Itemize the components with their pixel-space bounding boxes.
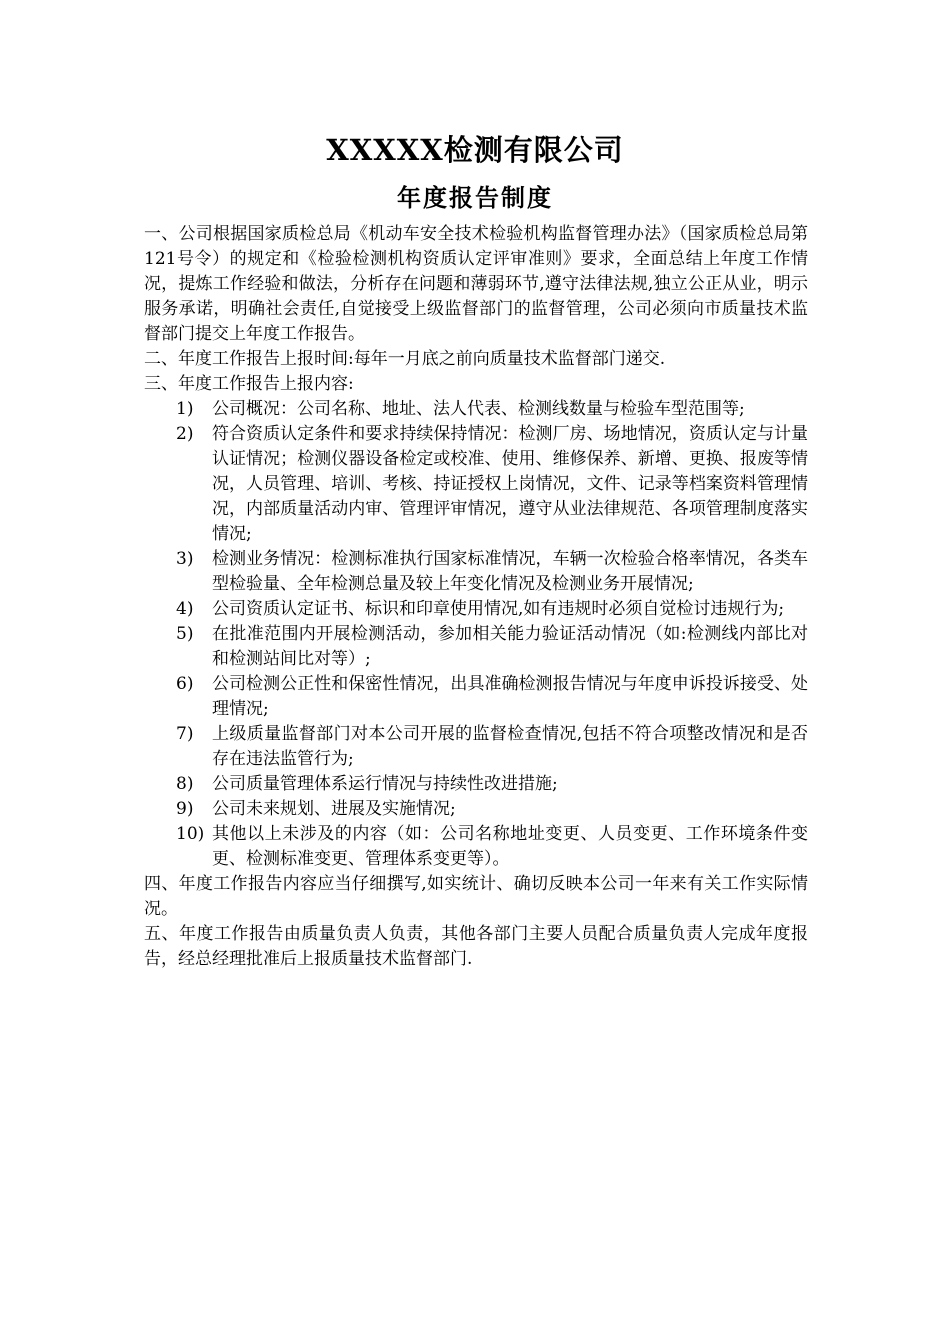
list-item-text: 公司未来规划、进展及实施情况; [212,799,456,819]
list-item [144,597,808,622]
list-item-text: 符合资质认定条件和要求持续保持情况：检测厂房、场地情况，资质认定与计量认证情况；检测仪器设备检定或校准、使用、维修保养、新增、更换、报废等情况，人员管理、培训、考核、持证授权上岗情况，文件、记录等档案资料管理情况，内部质量活动内审、管理评审情况，遵守从业法律规范、各项管理制度落实情况; [212,424,808,544]
list-item [144,547,808,597]
list-item-text: 公司检测公正性和保密性情况，出具准确检测报告情况与年度申诉投诉接受、处理情况; [212,674,808,719]
company-title: XXXXX检测有限公司 [326,133,624,167]
list-item [144,672,808,722]
list-item [144,772,808,797]
list-item-number: 4) [176,599,194,619]
list-item [144,822,808,872]
list-item [144,797,808,822]
section-4-paragraph: 四、年度工作报告内容应当仔细撰写,如实统计、确切反映本公司一年来有关工作实际情况。 [144,874,808,919]
document-subtitle: 年度报告制度 [397,183,553,212]
list-item-text: 在批准范围内开展检测活动，参加相关能力验证活动情况（如:检测线内部比对和检测站间比对等）; [212,624,808,669]
list-item-text: 检测业务情况：检测标准执行国家标准情况，车辆一次检验合格率情况，各类车型检验量、全年检测总量及较上年变化情况及检测业务开展情况; [212,549,808,594]
list-item-text: 公司概况：公司名称、地址、法人代表、检测线数量与检验车型范围等; [212,399,745,419]
list-item-number: 5) [176,624,194,644]
list-item-number: 3) [176,549,194,569]
list-item [144,397,808,422]
list-item-text: 公司资质认定证书、标识和印章使用情况,如有违规时必须自觉检讨违规行为; [212,599,785,619]
list-item-number: 1) [176,399,194,419]
list-item-number: 8) [176,774,194,794]
list-item-text: 其他以上未涉及的内容（如：公司名称地址变更、人员变更、工作环境条件变更、检测标准变更、管理体系变更等）。 [212,824,808,869]
list-item-number: 2) [176,424,194,444]
section-3-heading: 三、年度工作报告上报内容: [144,374,354,394]
list-item [144,422,808,547]
section-2-paragraph: 二、年度工作报告上报时间:每年一月底之前向质量技术监督部门递交. [144,349,666,369]
list-item [144,722,808,772]
list-item-text: 上级质量监督部门对本公司开展的监督检查情况,包括不符合项整改情况和是否存在违法监管行为; [212,724,808,769]
report-content-list [144,397,808,872]
list-item-text: 公司质量管理体系运行情况与持续性改进措施; [212,774,558,794]
section-5-paragraph: 五、年度工作报告由质量负责人负责，其他各部门主要人员配合质量负责人完成年度报告，经总经理批准后上报质量技术监督部门. [144,924,808,969]
section-1-paragraph: 一、公司根据国家质检总局《机动车安全技术检验机构监督管理办法》（国家质检总局第121号令）的规定和《检验检测机构资质认定评审准则》要求，全面总结上年度工作情况，提炼工作经验和做法，分析存在问题和薄弱环节,遵守法律法规,独立公正从业，明示服务承诺，明确社会责任,自觉接受上级监督部门的监督管理，公司必须向市质量技术监督部门提交上年度工作报告。 [144,224,808,344]
list-item-number: 10) [176,824,205,844]
list-item [144,622,808,672]
list-item-number: 7) [176,724,194,744]
document-body [144,222,808,972]
list-item-number: 6) [176,674,194,694]
list-item-number: 9) [176,799,194,819]
